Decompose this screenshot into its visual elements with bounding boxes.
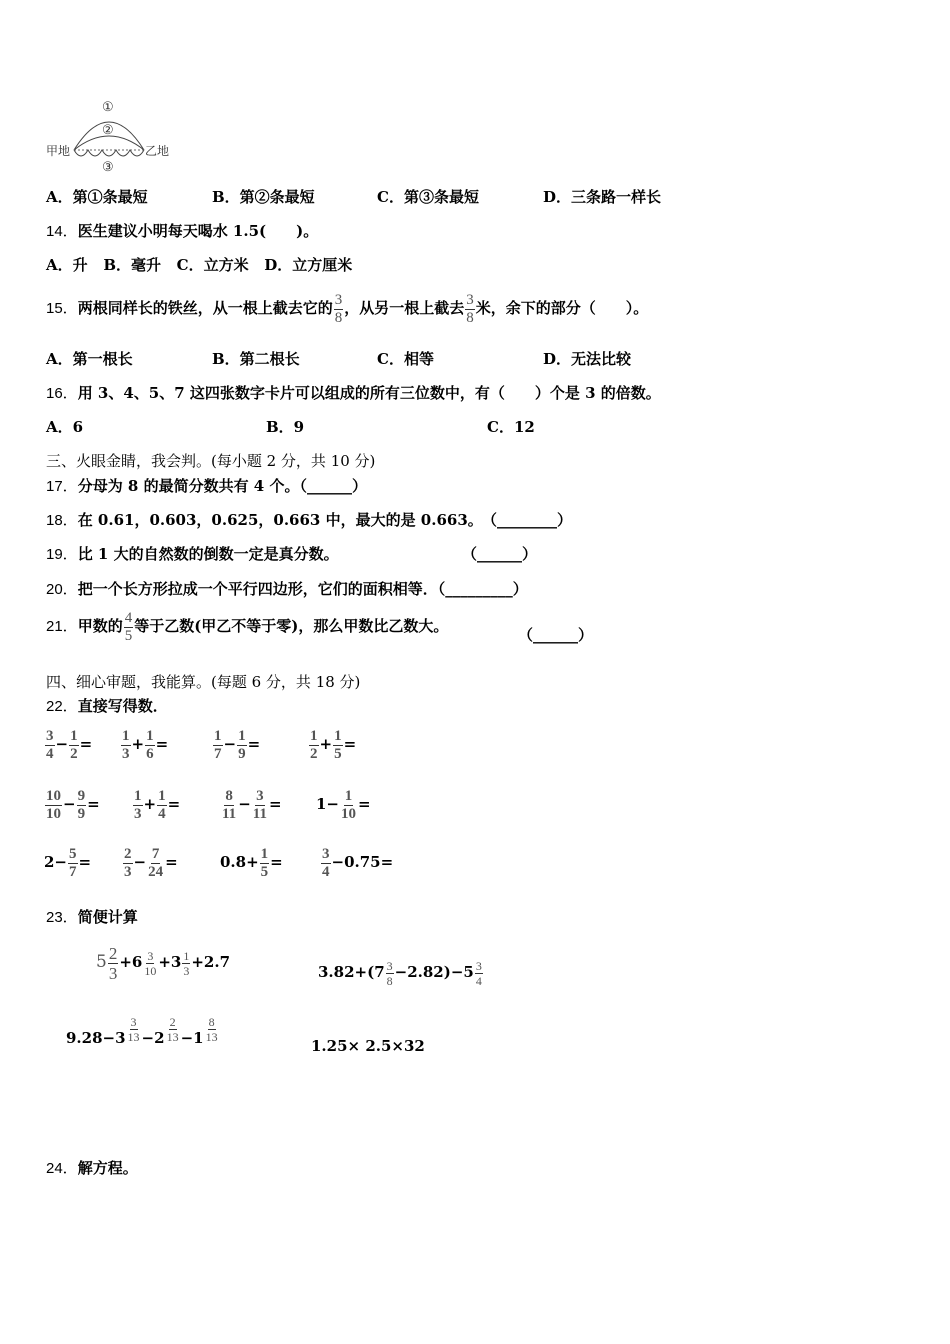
- question-text: 在 0.61，0.603，0.625，0.663 中，最大的是 0.663。: [77, 511, 483, 529]
- numerator: 3: [147, 948, 154, 963]
- equals-sign: =: [268, 795, 282, 813]
- question-number: 16．: [46, 385, 78, 402]
- fraction: [108, 945, 119, 982]
- question-text: 直接写得数．: [77, 697, 168, 715]
- numerator: 3: [322, 845, 330, 862]
- q23-expression-2: [318, 950, 484, 994]
- operator: −: [63, 795, 76, 813]
- expression-part: 9.28−3: [66, 1029, 126, 1047]
- operator: −: [223, 735, 237, 753]
- section-3-heading: 三、火眼金睛，我会判。(每小题 2 分，共 10 分): [46, 452, 376, 470]
- fraction: [127, 1016, 141, 1043]
- denominator: 6: [146, 745, 154, 762]
- q14-option-a: A．升: [46, 256, 88, 274]
- denominator: 9: [77, 805, 86, 822]
- expression-part: 2−: [44, 853, 68, 871]
- numerator: 1: [214, 727, 222, 744]
- question-text: 比 1 大的自然数的倒数一定是真分数。: [77, 545, 339, 563]
- expression-part: 3.82+(7: [318, 963, 385, 981]
- route-3-label: ③: [102, 160, 114, 175]
- equals-sign: =: [358, 795, 371, 813]
- question-number: 14．: [46, 223, 78, 240]
- numerator: 1: [122, 727, 130, 744]
- denominator: 9: [238, 745, 246, 762]
- numerator: 1: [260, 845, 269, 862]
- fraction: [333, 729, 343, 762]
- expression-part: −2: [141, 1029, 165, 1047]
- denominator: 8: [334, 309, 343, 326]
- q13-option-c: C．第③条最短: [377, 188, 479, 206]
- operator: −: [238, 795, 251, 813]
- route-2-arc: [74, 136, 144, 150]
- denominator: 13: [166, 1030, 179, 1044]
- question-text: 两根同样长的铁丝，从一根上截去它的: [77, 299, 333, 317]
- q14-options: [46, 254, 352, 275]
- question-24: [46, 1157, 138, 1178]
- numerator: 1: [183, 948, 190, 963]
- q14-option-c: C．立方米: [176, 256, 249, 274]
- denominator: 24: [148, 863, 164, 880]
- question-text: 甲数的: [77, 617, 123, 635]
- fraction: [475, 960, 483, 987]
- numerator: 3: [256, 787, 264, 804]
- q23-expression-3: [66, 1016, 220, 1060]
- q16-option-a: A．6: [46, 418, 84, 436]
- q15-option-a: A．第一根长: [46, 350, 133, 368]
- question-number: 19．: [46, 546, 78, 563]
- operator: +: [319, 735, 333, 753]
- q13-option-a: A．第①条最短: [46, 188, 148, 206]
- question-21: [46, 606, 448, 647]
- q15-option-b: B．第二根长: [212, 350, 300, 368]
- question-text: 把一个长方形拉成一个平行四边形，它们的面积相等．（_________）: [77, 580, 528, 598]
- q22-problem: [44, 782, 100, 826]
- operator: +: [143, 795, 157, 813]
- fraction: [133, 789, 143, 822]
- numerator: 9: [77, 787, 86, 804]
- question-23: [46, 906, 138, 927]
- denominator: 8: [386, 973, 393, 988]
- fraction: [68, 847, 78, 880]
- fraction: [309, 729, 319, 762]
- fraction: [143, 950, 157, 977]
- denominator: 7: [214, 745, 222, 762]
- q16-option-c: C．12: [487, 418, 535, 436]
- q19-answer-blank[interactable]: （______）: [462, 545, 538, 563]
- numerator: 5: [69, 845, 77, 862]
- numerator: 2: [169, 1015, 176, 1029]
- q22-problem: [212, 722, 260, 766]
- q22-problem: [316, 782, 371, 826]
- fraction: [45, 789, 62, 822]
- question-22: [46, 695, 168, 716]
- q22-problem: [220, 840, 283, 884]
- question-text: 医生建议小明每天喝水 1.5( )。: [77, 222, 319, 240]
- fraction: [45, 729, 55, 762]
- denominator: 11: [222, 805, 237, 822]
- q15-option-c: C．相等: [377, 350, 434, 368]
- denominator: 4: [158, 805, 166, 822]
- denominator: 2: [310, 745, 318, 762]
- q16-option-b: B．9: [266, 418, 305, 436]
- q22-problem: [44, 722, 92, 766]
- q13-option-d: D．三条路一样长: [543, 188, 662, 206]
- equals-sign: =: [343, 735, 357, 753]
- expression-part: +3: [158, 953, 182, 971]
- question-text: ，从另一根上截去: [344, 299, 465, 317]
- operator: −: [133, 853, 147, 871]
- question-number: 18．: [46, 512, 78, 529]
- route-diagram: [44, 98, 174, 176]
- operator: −0.75: [331, 853, 381, 871]
- fraction: [465, 293, 475, 326]
- fraction: [166, 1016, 180, 1043]
- question-15: [46, 288, 648, 329]
- question-text: 解方程。: [77, 1159, 138, 1177]
- question-17: [46, 475, 367, 496]
- numerator: 3: [475, 958, 482, 973]
- fraction: [69, 729, 79, 762]
- equals-sign: =: [165, 853, 178, 871]
- denominator: 5: [334, 745, 342, 762]
- numerator: 3: [334, 291, 343, 308]
- question-19: [46, 543, 339, 564]
- denominator: 3: [183, 963, 190, 978]
- denominator: 13: [127, 1030, 140, 1044]
- question-number: 17．: [46, 478, 78, 495]
- question-number: 22．: [46, 698, 78, 715]
- fraction: [252, 789, 268, 822]
- denominator: 11: [252, 805, 267, 822]
- q23-expression-4: 1.25× 2.5×32: [311, 1037, 425, 1055]
- fraction: [157, 789, 167, 822]
- q22-problem: [220, 782, 282, 826]
- denominator: 5: [260, 863, 269, 880]
- route-1-label: ①: [102, 100, 114, 115]
- q22-problem: [122, 840, 178, 884]
- fraction: [386, 960, 394, 987]
- denominator: 4: [46, 745, 54, 762]
- question-number: 20．: [46, 581, 78, 598]
- fraction: [237, 729, 247, 762]
- q22-problem: [308, 722, 356, 766]
- equals-sign: =: [270, 853, 283, 871]
- expression-part: 0.8+: [220, 853, 259, 871]
- fraction: [147, 847, 164, 880]
- question-text: 米，余下的部分（ ）。: [475, 299, 649, 317]
- operator: −: [55, 735, 69, 753]
- equals-sign: =: [247, 735, 261, 753]
- whole-number: 5: [96, 952, 107, 972]
- numerator: 1: [344, 787, 353, 804]
- q23-expression-1: [96, 940, 230, 984]
- numerator: 7: [151, 845, 160, 862]
- fraction: [260, 847, 270, 880]
- denominator: 3: [134, 805, 142, 822]
- denominator: 3: [122, 745, 130, 762]
- q15-option-d: D．无法比较: [543, 350, 632, 368]
- denominator: 13: [205, 1030, 218, 1044]
- question-number: 21．: [46, 618, 78, 635]
- question-text: 分母为 8 的最简分数共有 4 个。（______）: [77, 477, 367, 495]
- numerator: 1: [70, 727, 78, 744]
- left-place-label: 甲地: [46, 144, 71, 158]
- fraction: [213, 729, 223, 762]
- denominator: 4: [475, 973, 482, 988]
- fraction: [182, 950, 190, 977]
- numerator: 1: [310, 727, 318, 744]
- numerator: 1: [134, 787, 142, 804]
- denominator: 4: [322, 863, 330, 880]
- expression-part: 1−: [316, 795, 340, 813]
- denominator: 8: [466, 309, 474, 326]
- q13-option-b: B．第②条最短: [212, 188, 315, 206]
- q14-option-d: D．立方厘米: [264, 256, 353, 274]
- q22-problem: [320, 840, 393, 884]
- question-number: 24．: [46, 1160, 78, 1177]
- fraction: [340, 789, 357, 822]
- denominator: 3: [108, 963, 118, 983]
- fraction: [123, 847, 133, 880]
- right-place-label: 乙地: [145, 144, 170, 158]
- numerator: 2: [108, 943, 118, 963]
- denominator: 10: [46, 805, 61, 822]
- denominator: 5: [124, 627, 133, 644]
- q22-problem: [120, 722, 168, 766]
- equals-sign: =: [79, 735, 93, 753]
- question-text: 用 3、4、5、7 这四张数字卡片可以组成的所有三位数中，有（ ）个是 3 的倍数。: [77, 384, 661, 402]
- fraction: [121, 729, 131, 762]
- denominator: 3: [124, 863, 132, 880]
- denominator: 10: [341, 805, 357, 822]
- fraction: [145, 729, 155, 762]
- question-18: [46, 509, 483, 530]
- fraction: [334, 293, 344, 326]
- q14-option-b: B．毫升: [103, 256, 161, 274]
- question-text: 简便计算: [77, 908, 138, 926]
- numerator: 8: [225, 787, 233, 804]
- q22-problem: [44, 840, 91, 884]
- q18-answer-blank[interactable]: （________）: [482, 511, 573, 529]
- section-4-heading: 四、细心审题，我能算。(每题 6 分，共 18 分): [46, 673, 361, 691]
- fraction: [124, 611, 134, 644]
- expression-part: +6: [119, 953, 143, 971]
- denominator: 7: [69, 863, 77, 880]
- q22-problem: [132, 782, 180, 826]
- question-text: 等于乙数(甲乙不等于零)，那么甲数比乙数大。: [134, 617, 449, 635]
- numerator: 4: [124, 609, 133, 626]
- numerator: 3: [386, 958, 393, 973]
- equals-sign: =: [380, 853, 394, 871]
- equals-sign: =: [167, 795, 181, 813]
- fraction: [321, 847, 331, 880]
- numerator: 3: [46, 727, 54, 744]
- expression-part: −2.82)−5: [394, 963, 474, 981]
- route-3-arcs: [74, 150, 144, 156]
- route-2-label: ②: [102, 123, 114, 138]
- fraction: [205, 1016, 219, 1043]
- equals-sign: =: [87, 795, 100, 813]
- expression-part: +2.7: [191, 953, 231, 971]
- expression-part: −1: [180, 1029, 204, 1047]
- fraction: [77, 789, 87, 822]
- denominator: 2: [70, 745, 78, 762]
- question-14: [46, 220, 318, 241]
- numerator: 1: [158, 787, 166, 804]
- question-16: [46, 382, 661, 403]
- question-20: [46, 578, 528, 599]
- numerator: 2: [124, 845, 132, 862]
- numerator: 1: [146, 727, 154, 744]
- question-number: 23．: [46, 909, 78, 926]
- numerator: 1: [334, 727, 342, 744]
- q21-answer-blank[interactable]: （______）: [518, 626, 594, 644]
- equals-sign: =: [78, 853, 92, 871]
- question-number: 15．: [46, 300, 78, 317]
- numerator: 10: [46, 787, 61, 804]
- numerator: 1: [238, 727, 246, 744]
- denominator: 10: [144, 963, 157, 978]
- equals-sign: =: [155, 735, 169, 753]
- numerator: 3: [466, 291, 474, 308]
- numerator: 3: [130, 1015, 137, 1029]
- operator: +: [131, 735, 145, 753]
- numerator: 8: [208, 1015, 215, 1029]
- fraction: [221, 789, 237, 822]
